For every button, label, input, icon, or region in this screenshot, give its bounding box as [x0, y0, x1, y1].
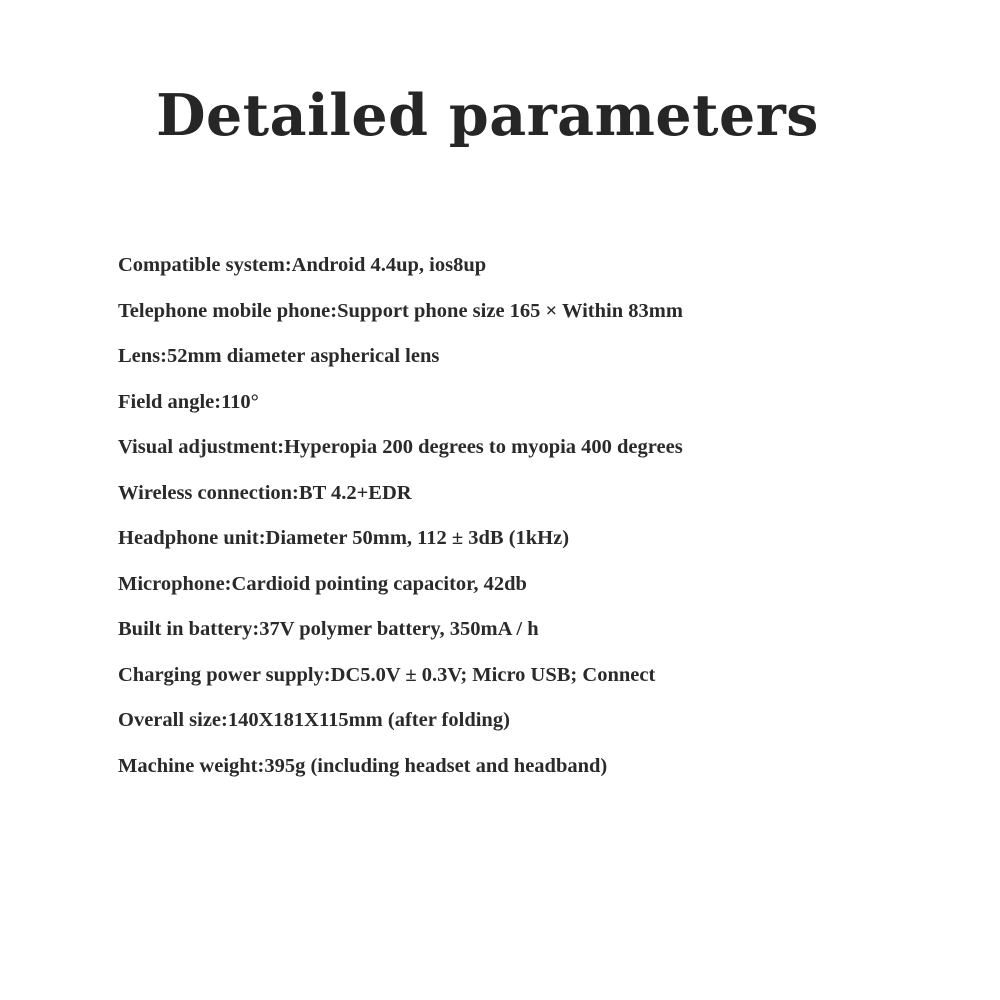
parameter-value: 110° — [221, 390, 259, 413]
parameter-lens — [118, 339, 978, 385]
parameter-label: Compatible system: — [118, 254, 292, 276]
parameter-value: DC5.0V ± 0.3V; Micro USB; Connect — [330, 663, 656, 686]
parameter-label: Overall size: — [118, 709, 228, 731]
parameter-label: Machine weight: — [118, 754, 265, 777]
page-title: Detailed parameters — [156, 82, 819, 149]
parameter-label: Headphone unit: — [118, 527, 266, 549]
parameter-label: Wireless connection: — [118, 481, 299, 504]
parameter-label: Telephone mobile phone: — [118, 299, 338, 322]
parameter-value: Support phone size 165 × Within 83mm — [337, 299, 683, 322]
parameter-label: Charging power supply: — [118, 663, 331, 686]
parameter-wireless-connection — [118, 476, 978, 522]
parameter-value: Android 4.4up, ios8up — [291, 254, 487, 276]
parameter-value: 140X181X115mm (after folding) — [227, 709, 510, 731]
parameter-machine-weight — [118, 749, 978, 795]
parameter-value: Cardioid pointing capacitor, 42db — [231, 572, 527, 595]
parameter-visual-adjustment — [118, 430, 978, 476]
parameter-label: Microphone: — [118, 572, 232, 595]
parameter-microphone — [118, 567, 978, 613]
parameter-value: BT 4.2+EDR — [298, 481, 412, 504]
parameter-compatible-system — [118, 248, 978, 294]
parameter-value: 37V polymer battery, 350mA / h — [259, 618, 539, 640]
parameter-value: 52mm diameter aspherical lens — [166, 345, 440, 367]
parameter-overall-size — [118, 703, 978, 749]
parameter-built-in-battery — [118, 612, 978, 658]
parameter-charging-power-supply — [118, 658, 978, 704]
parameter-list — [118, 248, 978, 794]
parameter-telephone-mobile-phone — [118, 294, 978, 340]
parameter-value: Diameter 50mm, 112 ± 3dB (1kHz) — [265, 527, 570, 549]
parameter-label: Lens: — [118, 345, 167, 367]
parameter-field-angle — [118, 385, 978, 431]
parameter-value: Hyperopia 200 degrees to myopia 400 degrees — [284, 436, 683, 458]
parameter-label: Visual adjustment: — [118, 436, 285, 458]
parameter-label: Field angle: — [118, 390, 222, 413]
parameter-headphone-unit — [118, 521, 978, 567]
parameter-label: Built in battery: — [118, 618, 260, 640]
parameter-value: 395g (including headset and headband) — [264, 754, 608, 777]
